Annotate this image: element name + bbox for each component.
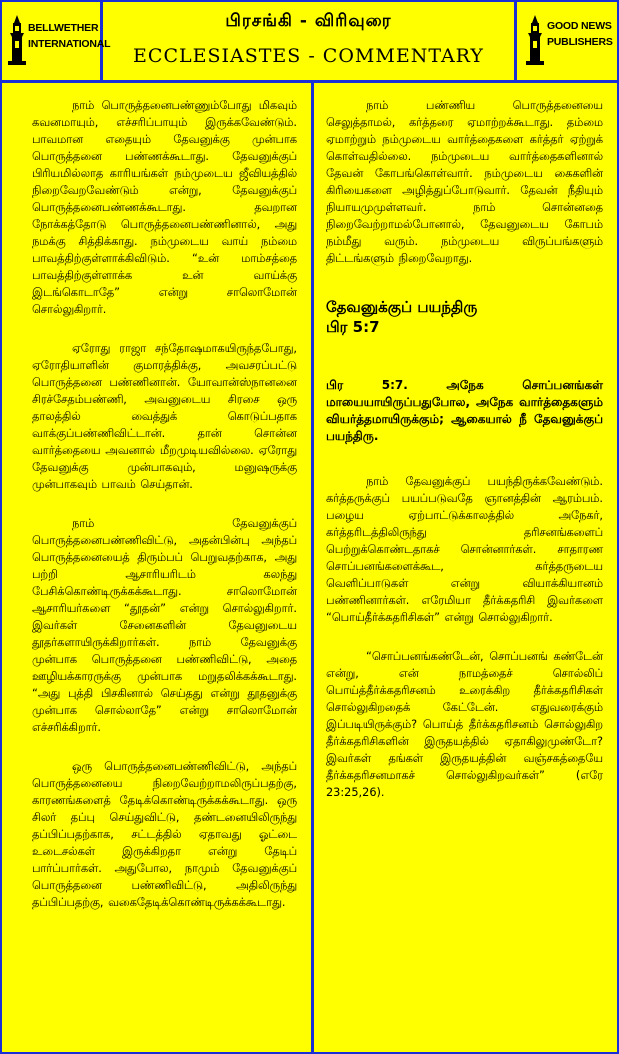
left-column — [2, 83, 314, 1052]
verse-text: பிர 5:7. அநேக சொப்பனங்கள் மாயையாயிருப்பதுபோல, அநேக வார்த்தைகளும் வியர்த்தமாயிருக்கும்; ஆகையால் நீ தேவனுக்குப் பயந்திரு. — [326, 378, 603, 443]
title-area — [103, 2, 514, 80]
section-heading-reference: பிர 5:7 — [326, 318, 380, 336]
title-tamil: பிரசங்கி - விரிவுரை — [225, 11, 392, 31]
logo-left-line2: INTERNATIONAL — [28, 38, 111, 50]
bellwether-logo — [2, 2, 111, 80]
page-header — [2, 2, 617, 83]
right-column — [314, 83, 617, 1052]
right-paragraph-2: “சொப்பனங்கண்டேன், சொப்பனங் கண்டேன் என்று, என் நாமத்தைச் சொல்லிப் பொய்த்தீர்க்கதரிசனம் உரைக்கிற தீர்க்கதரிசிகள் சொல்லுகிறதைக் கேட்டேன். எதுவரைக்கும் இப்படியிருக்கும்? பொய்த் தீர்க்கதரிசனம் சொல்லுகிற தீர்க்கதரிசிகளின் இருதயத்தில் ஏதாகிலுமுண்டோ? இவர்கள் தங்கள் இருதயத்தின் வஞ்சகத்தையே தீர்க்கதரிசனமாகச் சொல்லுகிறவர்கள்” (எரே 23:25,26). — [326, 650, 603, 799]
bell-tower-icon — [7, 15, 27, 67]
right-paragraph-1: நாம் தேவனுக்குப் பயந்திருக்கவேண்டும். கர்த்தருக்குப் பயப்படுவதே ஞானத்தின் ஆரம்பம். பழைய ஏற்பாட்டுக்காலத்தில் அநேகர், கர்த்தரிடத்திலிருந்து தரிசனங்களைப் பெற்றுக்கொண்டதாகச் சொன்னார்கள். சாதாரண சொப்பனங்களைக்கூட, கர்த்தருடைய வெளிப்பாடுகள் என்று வியாக்கியானம் பண்ணினார்கள். எரேமியா தீர்க்கதரிசி இவர்களை “பொய்தீர்க்கதரிசிகள்” என்று சொல்லுகிறார். — [326, 475, 603, 624]
logo-right-line2: PUBLISHERS — [547, 36, 613, 48]
section-heading — [326, 297, 603, 337]
left-paragraph-3: நாம் தேவனுக்குப் பொருத்தனைபண்ணிவிட்டு, அதன்பின்பு அந்தப் பொருத்தனையைத் திரும்பப் பெறுவதற்காக, அது பற்றி ஆசாரியரிடம் கலந்து பேசிக்கொண்டிருக்கக்கூடாது. சாலொமோன் ஆசாரியர்களை “தூதன்” என்று சொல்லுகிறார். இவர்கள் சேனைகளின் தேவனுடைய தூதர்களாயிருக்கிறார்கள். நாம் தேவனுக்கு முன்பாக பொருத்தனை பண்ணிவிட்டு, அதை ஊழியக்காரருக்கு முன்பாக மறுதலிக்கக்கூடாது. “அது புத்தி பிசகினால் செய்தது என்று தூதனுக்கு முன்பாக சொல்லாதே” என்று சாலொமோன் எச்சரிக்கிறார். — [32, 517, 297, 734]
section-heading-title: தேவனுக்குப் பயந்திரு — [326, 298, 478, 316]
good-news-logo — [514, 2, 619, 80]
left-paragraph-1: நாம் பொருத்தனைபண்ணும்போது மிகவும் கவனமாயும், எச்சரிப்பாயும் இருக்கவேண்டும். பாவமான எதையும் தேவனுக்கு முன்பாக பொருத்தனை பண்ணக்கூடாது. தேவனுக்குப் பிரியமில்லாத காரியங்கள் நம்முடைய ஜீவியத்தில் நிறைவேறவேண்டும் என்று, தேவனுக்குப் பொருத்தனைபண்ணக்கூடாது. தவறான நோக்கத்தோடு பொருத்தனைபண்ணினால், அது நமக்கு சித்திக்காது. நம்முடைய வாய் நம்மை பாவத்திற்குள்ளாக்கிவிடும். “உன் மாம்சத்தை பாவத்திற்குள்ளாக்க உன் வாய்க்கு இடங்கொடாதே” என்று சாலொமோன் சொல்லுகிறார். — [32, 99, 297, 316]
right-intro-paragraph: நாம் பண்ணிய பொருத்தனையை செலுத்தாமல், கர்த்தரை ஏமாற்றக்கூடாது. தம்மை ஏமாற்றும் நம்முடைய வார்த்தைகளை கர்த்தர் ஏற்றுக் கொள்வதில்லை. நம்முடைய வார்த்தைகளினால் தேவன் கோபங்கொள்வார். நம்முடைய கைகளின் கிரியைகளை அழித்துப்போடுவார். தேவன் நீதியும் நியாயமுமுள்ளவர். நாம் சொன்னதை நிறைவேற்றாமல்போனால், தேவனுடைய கோபம் நம்மீது வரும். நம்முடைய விருப்பங்களும் திட்டங்களும் நிறைவேறாது. — [326, 99, 603, 265]
left-paragraph-4: ஒரு பொருத்தனைபண்ணிவிட்டு, அந்தப் பொருத்தனையை நிறைவேற்றாமலிருப்பதற்கு, காரணங்களைத் தேடிக்கொண்டிருக்கக்கூடாது. ஒரு சிலர் தப்பு செய்துவிட்டு, தண்டனையிலிருந்து தப்பிப்பதற்காக, சட்டத்தில் ஏதாவது ஓட்டை உடைசல்கள் இருக்கிறதா என்று தேடிப் பார்ப்பார்கள். அதுபோல, நாமும் தேவனுக்குப் பொருத்தனை பண்ணிவிட்டு, அதிலிருந்து தப்பிப்பதற்கு, வகைதேடிக்கொண்டிருக்கக்கூடாது. — [32, 760, 297, 909]
logo-left-line1: BELLWETHER — [28, 22, 99, 34]
bell-tower-icon — [525, 15, 545, 67]
logo-right-line1: GOOD NEWS — [547, 20, 612, 32]
title-english: ECCLESIASTES - COMMENTARY — [133, 45, 484, 67]
left-paragraph-2: ஏரோது ராஜா சந்தோஷமாகயிருந்தபோது, ஏரோதியாளின் குமாரத்திக்கு, அவசரப்பட்டு பொருத்தனை பண்ணினான். யோவான்ஸ்நானனை சிரச்சேதம்பண்ணி, அவனுடைய சிரசை ஒரு தாலத்தில் வைத்துக் கொடுப்பதாக வாக்குப்பண்ணிவிட்டான். தான் சொன்ன வார்த்தையை அவனால் மீறமுடியவில்லை. ஏரோது தேவனுக்கு முன்பாகவும், மனுஷருக்கு முன்பாகவும் பாவம் செய்தான். — [32, 342, 297, 491]
